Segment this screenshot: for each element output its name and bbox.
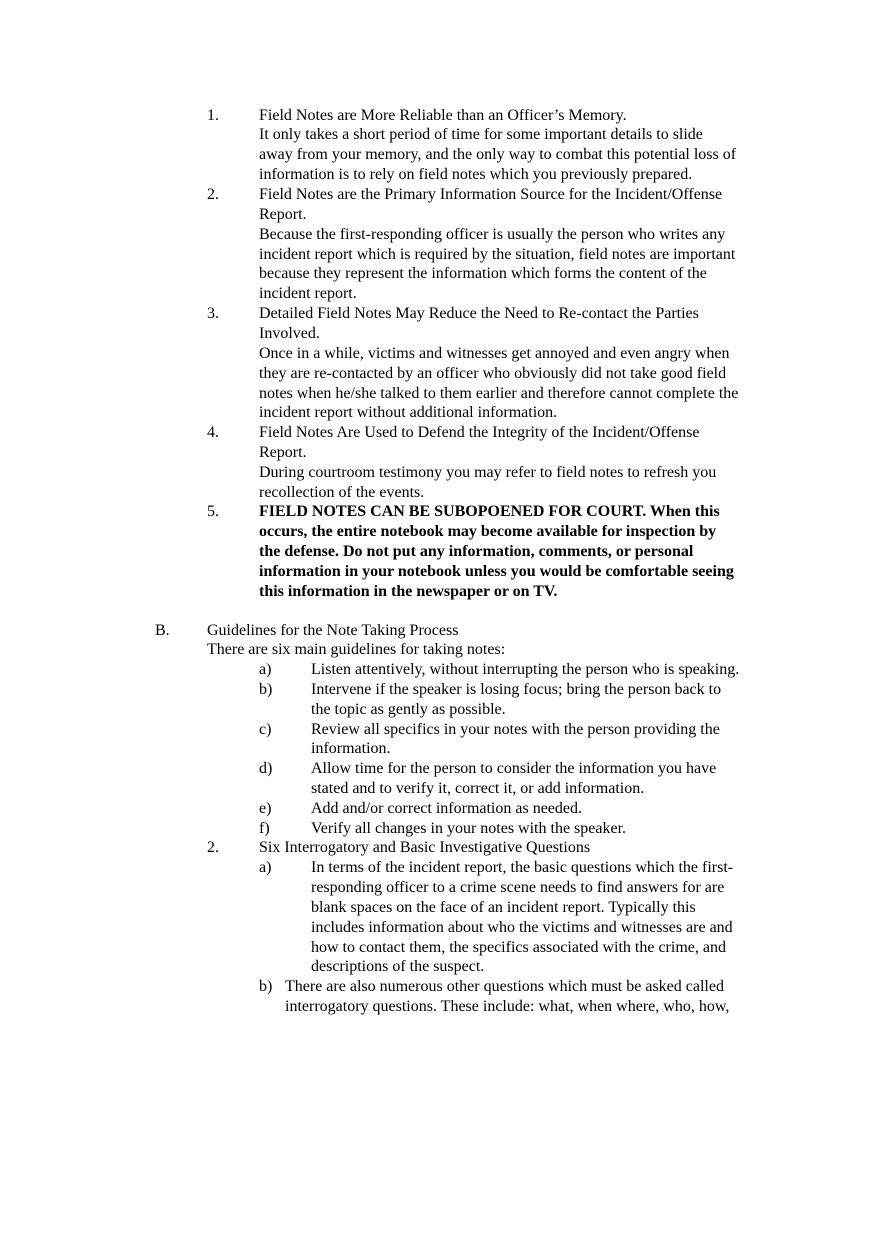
question-b-text: interrogatory questions. These include: what, when where, who, how, [285,998,730,1015]
item-1-body-line: information is to rely on field notes which you previously prepared. [259,166,693,183]
item-3-title-continued: Involved. [259,325,320,342]
question-a-label: a) [259,859,272,876]
item-3-body-line: Once in a while, victims and witnesses get annoyed and even angry when [259,345,730,362]
question-a-text: responding officer to a crime scene needs to find answers for are [311,879,725,896]
guideline-a-label: a) [259,661,272,678]
guideline-b-text: the topic as gently as possible. [311,701,506,718]
item-2-body-line: because they represent the information which forms the content of the [259,265,707,282]
question-b-label: b) [259,978,273,995]
question-a-text: how to contact them, the specifics associated with the crime, and [311,939,726,956]
question-a-text: includes information about who the victims and witnesses are and [311,919,733,936]
item-5-warning-line: the defense. Do not put any information, comments, or personal [259,543,694,560]
item-1-number: 1. [207,107,219,124]
question-b-text: There are also numerous other questions which must be asked called [285,978,724,995]
guideline-d-text: stated and to verify it, correct it, or add information. [311,780,645,797]
section-b-title: Guidelines for the Note Taking Process [207,622,459,639]
item-5-warning-line: FIELD NOTES CAN BE SUBOPOENED FOR COURT. When this [259,503,720,520]
item-4-body-line: recollection of the events. [259,484,425,501]
item-1-body-line: away from your memory, and the only way to combat this potential loss of [259,146,737,163]
section-b-intro: There are six main guidelines for taking notes: [207,641,506,658]
guideline-b-text: Intervene if the speaker is losing focus; bring the person back to [311,681,722,698]
guideline-f-label: f) [259,820,270,837]
sub-item-2-number: 2. [207,839,219,856]
sub-item-2-title: Six Interrogatory and Basic Investigative Questions [259,839,591,856]
guideline-c-text: Review all specifics in your notes with the person providing the [311,721,720,738]
item-1-title: Field Notes are More Reliable than an Officer’s Memory. [259,107,627,124]
guideline-f-text: Verify all changes in your notes with the speaker. [311,820,627,837]
item-5-number: 5. [207,503,219,520]
guideline-e-text: Add and/or correct information as needed. [311,800,583,817]
item-2-body-line: incident report. [259,285,357,302]
section-b-letter: B. [155,622,170,639]
question-a-text: blank spaces on the face of an incident report. Typically this [311,899,696,916]
item-3-number: 3. [207,305,219,322]
item-4-number: 4. [207,424,219,441]
guideline-a-text: Listen attentively, without interrupting the person who is speaking. [311,661,740,678]
item-2-body-line: Because the first-responding officer is usually the person who writes any [259,226,726,243]
item-4-title-continued: Report. [259,444,307,461]
item-3-title: Detailed Field Notes May Reduce the Need to Re-contact the Parties [259,305,699,322]
question-a-text: In terms of the incident report, the basic questions which the first- [311,859,734,876]
guideline-b-label: b) [259,681,273,698]
item-4-title: Field Notes Are Used to Defend the Integrity of the Incident/Offense [259,424,700,441]
item-2-title-continued: Report. [259,206,307,223]
item-2-title: Field Notes are the Primary Information Source for the Incident/Offense [259,186,723,203]
item-4-body-line: During courtroom testimony you may refer to field notes to refresh you [259,464,717,481]
item-1-body-line: It only takes a short period of time for some important details to slide [259,126,703,143]
item-5-warning-line: this information in the newspaper or on TV. [259,583,558,600]
item-3-body-line: notes when he/she talked to them earlier and therefore cannot complete the [259,385,739,402]
guideline-d-label: d) [259,760,273,777]
item-5-warning-line: occurs, the entire notebook may become available for inspection by [259,523,717,540]
guideline-d-text: Allow time for the person to consider the information you have [311,760,717,777]
item-2-number: 2. [207,186,219,203]
guideline-e-label: e) [259,800,272,817]
item-5-warning-line: information in your notebook unless you would be comfortable seeing [259,563,734,580]
guideline-c-label: c) [259,721,272,738]
item-3-body-line: incident report without additional information. [259,404,558,421]
question-a-text: descriptions of the suspect. [311,958,485,975]
guideline-c-text: information. [311,740,391,757]
item-3-body-line: they are re-contacted by an officer who obviously did not take good field [259,365,727,382]
item-2-body-line: incident report which is required by the situation, field notes are important [259,246,736,263]
